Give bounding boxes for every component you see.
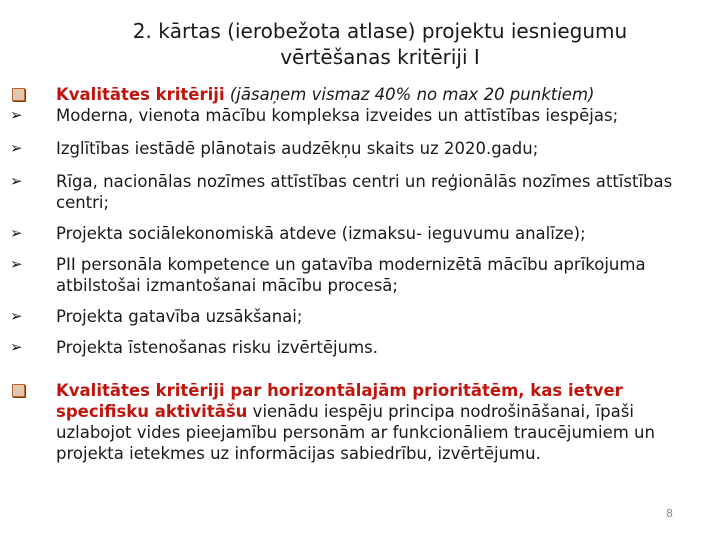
square-bullet-icon: [10, 380, 40, 401]
list-item: [10, 337, 700, 358]
slide-title: [60, 18, 700, 70]
page-number: 8: [666, 507, 673, 520]
section2-text: vienādu iespēju principa nodrošināšanai, īpaši uzlabojot vides pieejamību personām ar funkcionāliem traucējumiem un projekta ietekmes uz informācijas sabiedrību, izvērtējumu.: [56, 402, 655, 463]
list-item: [10, 254, 700, 296]
slide-content: [10, 84, 700, 464]
list-item-text: Moderna, vienota mācību kompleksa izveides un attīstības iespējas;: [56, 106, 619, 125]
list-item-text: Projekta īstenošanas risku izvērtējums.: [56, 338, 378, 357]
list-item-text: Projekta sociālekonomiskā atdeve (izmaksu- ieguvumu analīze);: [56, 224, 586, 243]
list-item: [10, 138, 700, 159]
arrowhead-bullet-icon: ➢: [10, 255, 23, 273]
arrowhead-bullet-icon: ➢: [10, 224, 23, 242]
arrowhead-bullet-icon: ➢: [10, 338, 23, 356]
arrowhead-bullet-icon: ➢: [10, 106, 23, 124]
section1-heading: [10, 84, 700, 105]
list-item: [10, 171, 700, 213]
slide-title-line1: 2. kārtas (ierobežota atlase) projektu iesniegumu: [132, 19, 628, 43]
section2-heading-label: Kvalitātes kritēriji par horizontālajām prioritātēm, kas ietver specifisku aktivitāšu: [56, 381, 623, 421]
list-item-text: Projekta gatavība uzsākšanai;: [56, 307, 303, 326]
list-item-text: Izglītības iestādē plānotais audzēkņu skaits uz 2020.gadu;: [56, 139, 539, 158]
list-item-text: PII personāla kompetence un gatavība modernizētā mācību aprīkojuma atbilstošai izmantošanai mācību procesā;: [56, 255, 646, 295]
arrowhead-bullet-icon: ➢: [10, 172, 23, 190]
slide-title-line2: vērtēšanas kritēriji I: [280, 45, 480, 69]
square-bullet-icon: [10, 84, 40, 105]
arrowhead-bullet-icon: ➢: [10, 307, 23, 325]
list-item: [10, 223, 700, 244]
section1-heading-note: (jāsaņem vismaz 40% no max 20 punktiem): [224, 85, 595, 104]
list-item: [10, 105, 700, 126]
section2-heading: [10, 380, 700, 464]
list-item-text: Rīga, nacionālas nozīmes attīstības centri un reģionālās nozīmes attīstības centri;: [56, 172, 673, 212]
section1-heading-label: Kvalitātes kritēriji: [56, 85, 225, 104]
list-item: [10, 306, 700, 327]
arrowhead-bullet-icon: ➢: [10, 139, 23, 157]
